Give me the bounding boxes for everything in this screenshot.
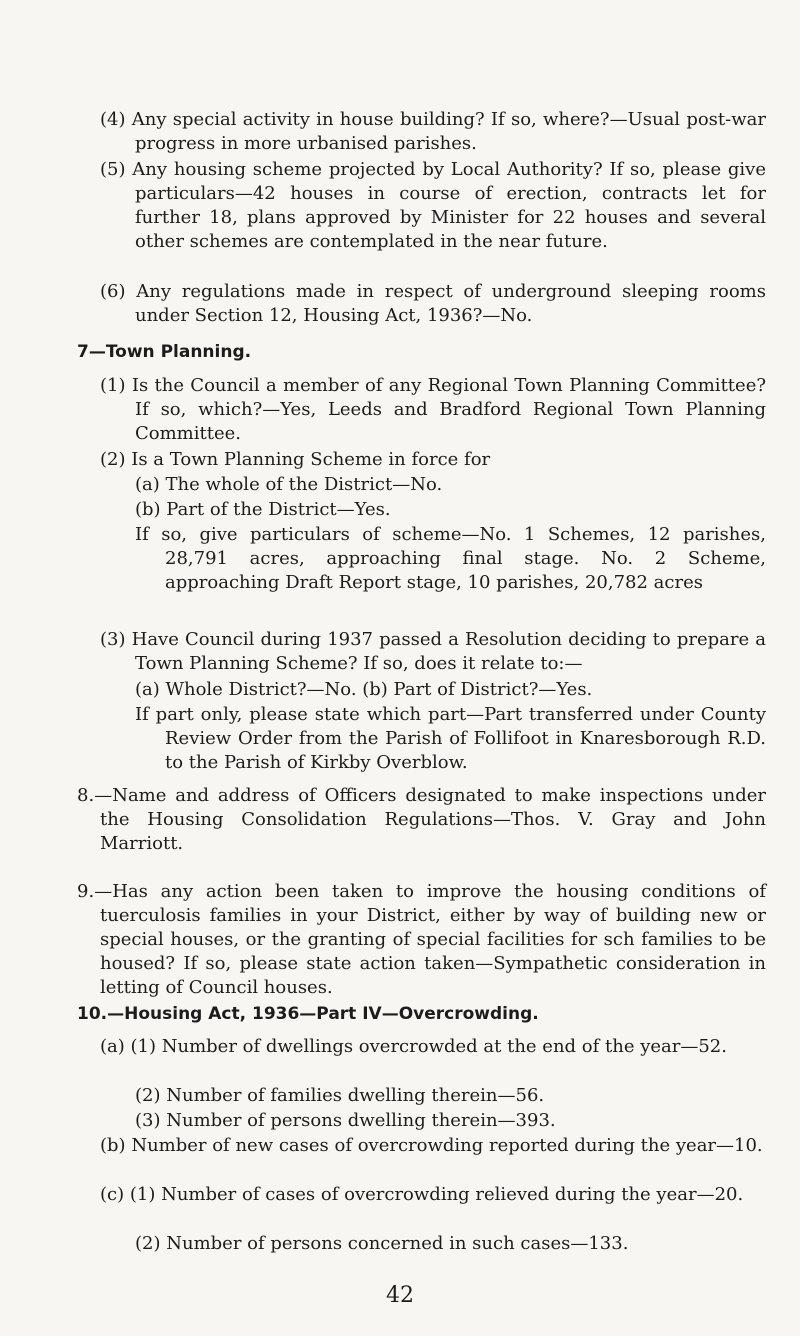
detail-text: If part only, please state which part—Part transferred under County Review Order from the Parish of Follifoot in Knaresborough R.D. to the Parish of Kirkby Overblow.	[135, 704, 766, 773]
item-number: (6)	[100, 281, 126, 302]
section-7-heading: 7—Town Planning.	[77, 342, 252, 362]
section-10-a2	[135, 1084, 766, 1108]
section-number: 8.	[77, 785, 95, 806]
item-number: (2)	[100, 449, 126, 470]
item-text: Is a Town Planning Scheme in force for	[131, 449, 491, 470]
section-8	[77, 784, 766, 856]
item-number: (4)	[100, 109, 126, 130]
section-7-q3	[100, 628, 766, 676]
item-number: (3)	[100, 629, 126, 650]
section-7-q1	[100, 374, 766, 446]
item-text: Number of cases of overcrowding relieved during the year—20.	[161, 1184, 744, 1205]
item-text: Have Council during 1937 passed a Resolution deciding to prepare a Town Planning Scheme? If so, does it relate to:—	[131, 629, 766, 674]
item-number: (1)	[100, 375, 126, 396]
item-label: (3)	[135, 1110, 161, 1131]
item-text: Number of new cases of overcrowding reported during the year—10.	[131, 1135, 763, 1156]
section-10-c2	[135, 1232, 766, 1256]
housing-item-6	[100, 280, 766, 328]
section-10-a3	[135, 1109, 766, 1133]
section-10-heading: 10.—Housing Act, 1936—Part IV—Overcrowding.	[77, 1004, 539, 1024]
section-7-q2-b: (b) Part of the District—Yes.	[135, 499, 391, 520]
section-7-q3-detail	[135, 703, 766, 775]
item-text: Any special activity in house building? If so, where?—Usual post-war progress in more urbanised parishes.	[131, 109, 766, 154]
section-7-q2	[100, 448, 766, 472]
item-text: Number of dwellings overcrowded at the end of the year—52.	[161, 1036, 727, 1057]
item-text: Is the Council a member of any Regional Town Planning Committee? If so, which?—Yes, Leeds and Bradford Regional Town Planning Committee.	[131, 375, 766, 444]
item-label: (b)	[100, 1135, 126, 1156]
item-text: Any regulations made in respect of underground sleeping rooms under Section 12, Housing Act, 1936?—No.	[135, 281, 766, 326]
section-10-c1	[100, 1183, 766, 1207]
item-label: (c) (1)	[100, 1184, 156, 1205]
section-number: 9.	[77, 881, 95, 902]
section-7-q2-a: (a) The whole of the District—No.	[135, 474, 443, 495]
page-number: 42	[386, 1283, 414, 1308]
housing-item-5	[100, 158, 766, 254]
item-text: Number of persons dwelling therein—393.	[166, 1110, 556, 1131]
item-number: (5)	[100, 159, 126, 180]
housing-item-4	[100, 108, 766, 156]
section-10-b	[100, 1134, 766, 1158]
item-label: (a) (1)	[100, 1036, 156, 1057]
section-7-q2-detail	[135, 523, 766, 595]
section-text: —Name and address of Officers designated to make inspections under the Housing Consolidation Regulations—Thos. V. Gray and John Marriott.	[94, 785, 766, 854]
section-7-q3-ab: (a) Whole District?—No. (b) Part of District?—Yes.	[135, 679, 593, 700]
item-label: (2)	[135, 1085, 161, 1106]
section-text: —Has any action been taken to improve the housing conditions of tuerculosis families in your District, either by way of building new or special houses, or the granting of special facilities for sch families to be housed? If so, please state action taken—Sympathetic consideration in letting of Council houses.	[94, 881, 766, 998]
item-text: Any housing scheme projected by Local Authority? If so, please give particulars—42 houses in course of erection, contracts let for further 18, plans approved by Minister for 22 houses and several other schemes are contemplated in the near future.	[132, 159, 766, 252]
item-text: Number of families dwelling therein—56.	[166, 1085, 545, 1106]
detail-text: If so, give particulars of scheme—No. 1 Schemes, 12 parishes, 28,791 acres, approaching final stage. No. 2 Scheme, approaching Draft Report stage, 10 parishes, 20,782 acres	[135, 524, 766, 593]
section-9	[77, 880, 766, 1000]
item-text: Number of persons concerned in such cases—133.	[166, 1233, 629, 1254]
section-10-a1	[100, 1035, 766, 1059]
item-label: (2)	[135, 1233, 161, 1254]
